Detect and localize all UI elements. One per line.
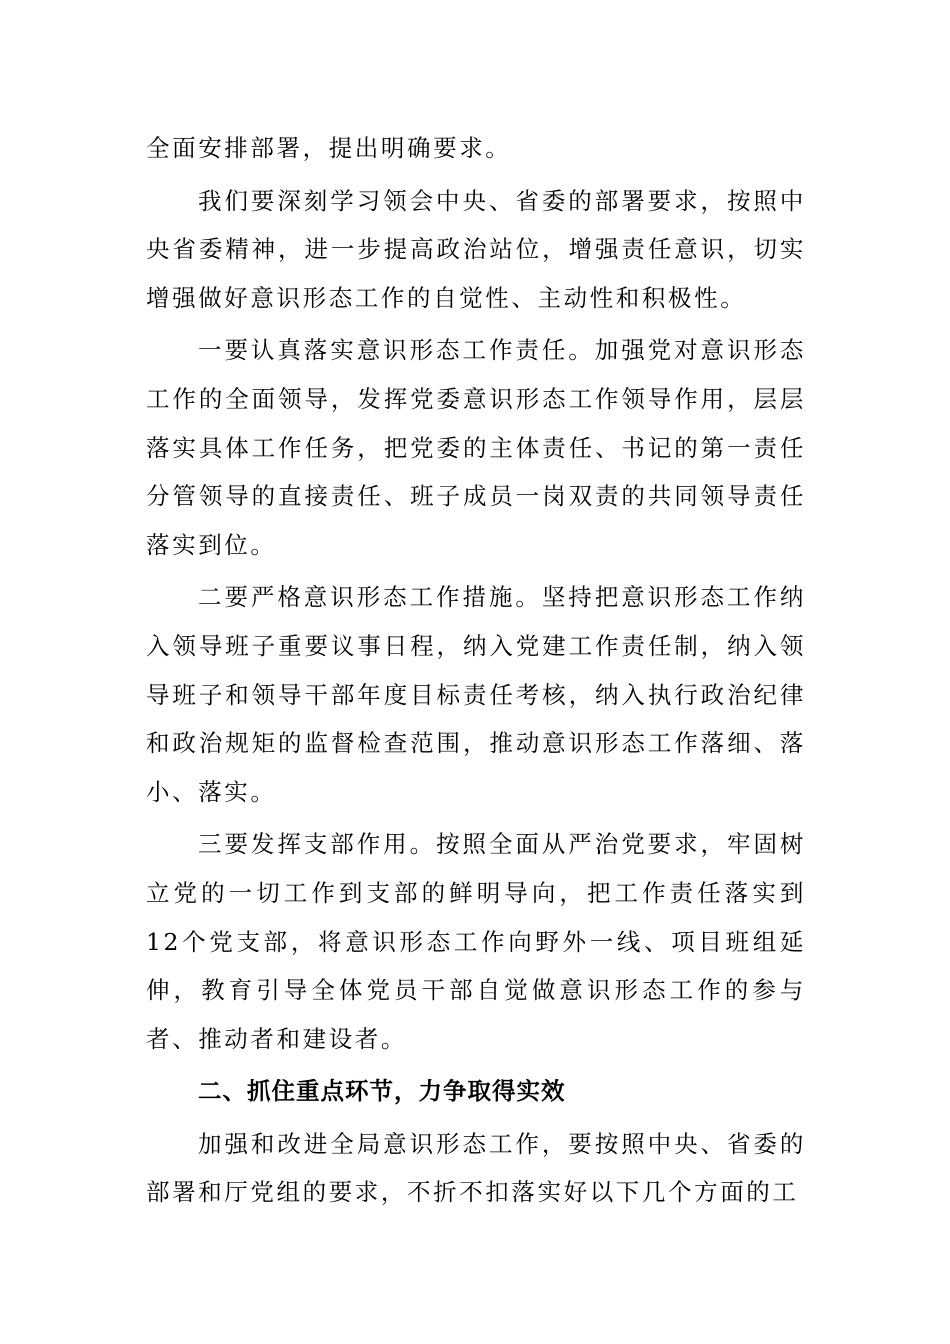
point-one-lead: 一要认真落实意识形态工作责任。 bbox=[198, 336, 595, 365]
point-two-body: 坚持把意识形态工作纳入领导班子重要议事日程，纳入党建工作责任制，纳入领导班子和领导干部年度目标责任考核，纳入执行政治纪律和政治规矩的监督检查范围，推动意识形态工作落细、落小、落实。 bbox=[146, 583, 806, 806]
point-two-lead: 二要严格意识形态工作措施。 bbox=[198, 583, 542, 612]
point-three-lead: 三要发挥支部作用。 bbox=[198, 830, 437, 859]
paragraph-section-intro: 加强和改进全局意识形态工作，要按照中央、省委的部署和厅党组的要求，不折不扣落实好以下几个方面的工 bbox=[146, 1129, 806, 1207]
point-one-body: 加强党对意识形态工作的全面领导，发挥党委意识形态工作领导作用，层层落实具体工作任务，把党委的主体责任、书记的第一责任分管领导的直接责任、班子成员一岗双责的共同领导责任落实到位。 bbox=[146, 336, 806, 559]
point-three-body: 按照全面从严治党要求，牢固树立党的一切工作到支部的鲜明导向，把工作责任落实到12个党支部，将意识形态工作向野外一线、项目班组延伸，教育引导全体党员干部自觉做意识形态工作的参与者、推动者和建设者。 bbox=[146, 830, 806, 1053]
paragraph-point-three bbox=[146, 820, 806, 1063]
paragraph-point-one bbox=[146, 326, 806, 569]
paragraph-study-requirements: 我们要深刻学习领会中央、省委的部署要求，按照中央省委精神，进一步提高政治站位，增强责任意识，切实增强做好意识形态工作的自觉性、主动性和积极性。 bbox=[146, 186, 806, 312]
paragraph-continuation: 全面安排部署，提出明确要求。 bbox=[146, 134, 512, 162]
document-body bbox=[146, 124, 806, 1217]
section-heading: 二、抓住重点环节，力争取得实效 bbox=[198, 1077, 566, 1106]
paragraph-point-two bbox=[146, 573, 806, 816]
